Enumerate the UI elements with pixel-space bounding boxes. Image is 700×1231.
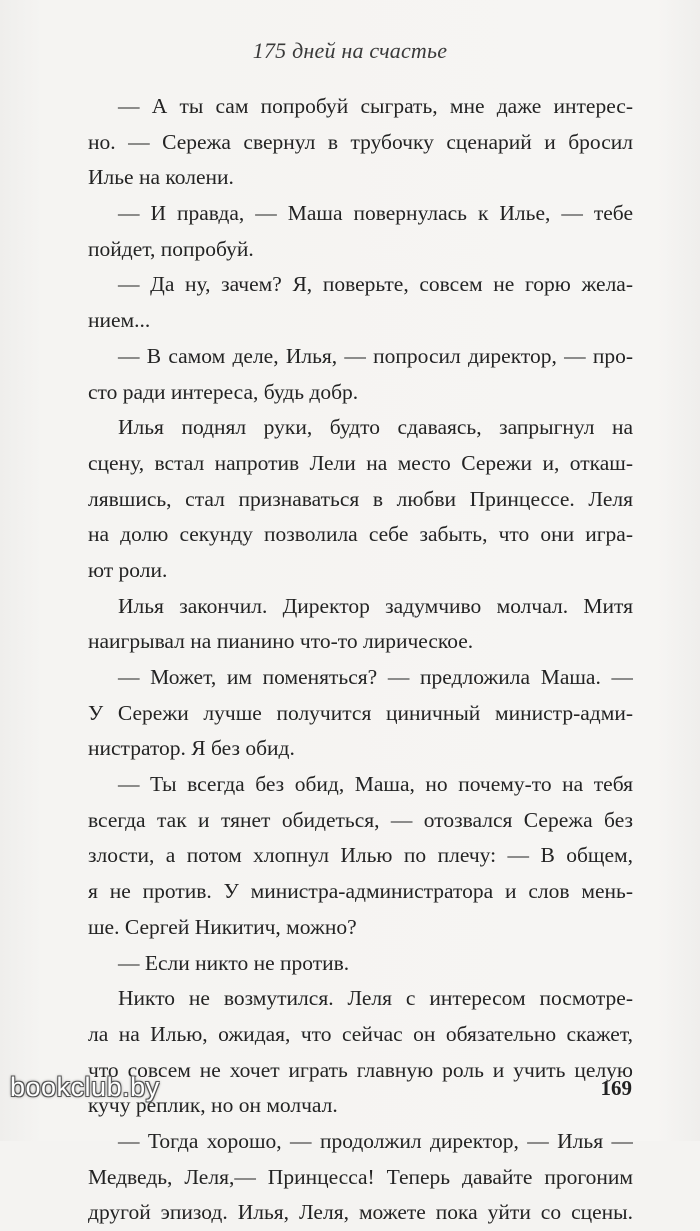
watermark-logo: bookclub.by	[10, 1072, 160, 1102]
text-line: — И правда, — Маша повернулась к Илье, — тебе	[118, 201, 633, 226]
text-line: нистратор. Я без обид.	[88, 736, 295, 761]
text-line: Илье на колени.	[88, 165, 234, 190]
text-line: пойдет, попробуй.	[88, 236, 254, 261]
text-line: — Может, им поменяться? — предложила Маша. —	[118, 665, 633, 689]
text-line: сцену, встал напротив Лели на место Сережи и, откаш-	[88, 450, 633, 475]
body-text	[88, 89, 633, 1231]
text-line: — В самом деле, Илья, — попросил директор, — про-	[118, 343, 633, 368]
text-line: Илья закончил. Директор задумчиво молчал. Митя	[118, 593, 633, 618]
text-line: что совсем не хочет играть главную роль и учить целую	[88, 1057, 633, 1082]
text-line: Медведь, Леля,— Принцесса! Теперь давайте прогоним	[88, 1164, 633, 1189]
text-line: — Да ну, зачем? Я, поверьте, совсем не горю жела-	[118, 272, 633, 297]
text-line: сто ради интереса, будь добр.	[88, 379, 359, 404]
text-line: — Если никто не против.	[118, 950, 350, 975]
text-line: ше. Сергей Никитич, можно?	[88, 914, 357, 939]
text-line: но. — Сережа свернул в трубочку сценарий и бросил	[88, 129, 633, 154]
text-line: — А ты сам попробуй сыграть, мне даже интерес-	[118, 94, 633, 118]
text-line: наигрывал на пианино что-то лирическое.	[88, 629, 474, 654]
text-line: Илья поднял руки, будто сдаваясь, запрыгнул на	[118, 415, 633, 440]
text-line: — Тогда хорошо, — продолжил директор, — Илья —	[118, 1128, 633, 1153]
text-line: лявшись, стал признаваться в любви Принцессе. Леля	[88, 486, 633, 511]
text-line: другой эпизод. Илья, Леля, можете пока уйти со сцены.	[88, 1200, 633, 1225]
text-line: всегда так и тянет обидеться, — отозвался Сережа без	[88, 807, 633, 832]
text-line: — Ты всегда без обид, Маша, но почему-то на тебя	[118, 772, 633, 797]
text-line: я не против. У министра-администратора и слов мень-	[88, 879, 633, 904]
page-number: 169	[600, 1076, 632, 1100]
text-line: нием...	[88, 308, 151, 333]
text-line: злости, а потом хлопнул Илью по плечу: — В общем,	[88, 843, 633, 868]
text-line: ют роли.	[88, 557, 168, 582]
text-line: на долю секунду позволила себе забыть, что они игра-	[88, 522, 633, 547]
text-line: ла на Илью, ожидая, что сейчас он обязательно скажет,	[88, 1021, 633, 1046]
text-line: кучу реплик, но он молчал.	[88, 1093, 338, 1118]
text-line: У Сережи лучше получится циничный министр-адми-	[88, 700, 633, 725]
running-header: 175 дней на счастье	[252, 38, 448, 63]
text-line: Никто не возмутился. Леля с интересом посмотре-	[118, 986, 633, 1011]
